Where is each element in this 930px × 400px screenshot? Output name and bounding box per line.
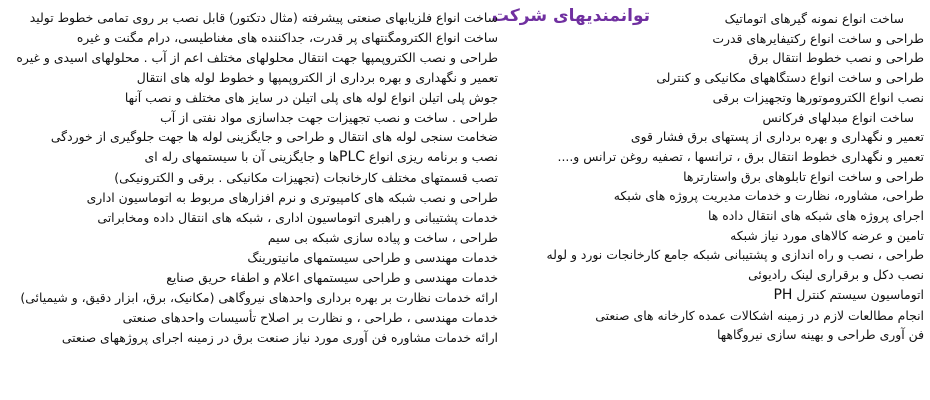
list-item: طراحی ، نصب و راه اندازی و پشتیبانی شبکه جامع کارخانجات نورد و لوله (546, 247, 924, 263)
list-item: نصب انواع الکتروموتورها وتجهیزات برقی (712, 89, 924, 105)
list-item: جوش پلی اتیلن انواع لوله های پلی اتیلن در سایز های مختلف و نصب آنها (124, 89, 498, 105)
list-item: ارائه خدمات نظارت بر بهره برداری واحدهای نیروگاهی (مکانیک، برق، ابزار دقیق، و شیمیائی) (20, 289, 498, 305)
list-item: خدمات مهندسی و طراحی سیستمهای اعلام و اطفاء حریق صنایع (166, 269, 498, 285)
plc-label: PLC (339, 149, 366, 166)
list-item: طراحی و نصب شبکه های کامپیوتری و نرم افزارهای مربوط به اتوماسیون اداری (86, 190, 498, 206)
list-item-text: ها و جایگزینی آن با سیستمهای رله ای (144, 149, 340, 165)
list-item-text: اتوماسیون سیستم کنترل (796, 286, 924, 302)
list-item: طراحی . ساخت و نصب تجهیزات جهت جداسازی مواد نفتی از آب (160, 109, 498, 125)
capabilities-left-column (4, 8, 498, 347)
list-item: طراحی و نصب خطوط انتقال برق (748, 50, 924, 66)
list-item: فن آوری طراحی و بهینه سازی نیروگاهها (716, 327, 924, 343)
list-item: خدمات مهندسی ، طراحی ، و نظارت بر اصلاح تأسیسات واحدهای صنعتی (122, 309, 498, 325)
list-item: تصب قسمتهای مختلف کارخانجات (تجهیزات مکانیکی . برقی و الکترونیکی) (114, 170, 498, 186)
list-item: انجام مطالعات لازم در زمینه اشکالات عمده کارخانه های صنعتی (595, 307, 924, 323)
page-title: توانمندیهای شرکت (491, 6, 650, 26)
list-item (4, 147, 498, 168)
list-item: خدمات مهندسی و طراحی سیستمهای مانیتورینگ (247, 249, 498, 265)
list-item: خدمات پشتیبانی و راهبری اتوماسیون اداری ، شبکه های انتقال داده ومخابراتی (97, 210, 498, 226)
list-item: طراحی و ساخت انواع دستگاههای مکانیکی و کنترلی (656, 70, 924, 86)
list-item: نصب دکل و برقراری لینک رادیوئی (748, 267, 924, 283)
capabilities-right-column (504, 9, 924, 345)
list-item: تعمیر و نگهداری خطوط انتقال برق ، ترانسها ، تصفیه روغن ترانس و.... (557, 148, 924, 164)
list-item: تعمیر و نگهداری و بهره برداری از الکتروپمپها و خطوط لوله های انتقال (136, 69, 498, 85)
list-item-text: نصب و برنامه ریزی انواع (369, 149, 498, 165)
list-item: ساخت انواع فلزیابهای صنعتی پیشرفته (مثال دتکتور) قابل نصب بر روی تمامی خطوط تولید (29, 10, 498, 25)
list-item: ساخت انواع الکترومگنتهای پر قدرت، جداکننده های مغناطیسی، درام مگنت و غیره (76, 29, 498, 45)
list-item: طراحی و نصب الکتروپمپها جهت انتقال محلولهای مختلف اعم از آب . محلولهای اسیدی و غیره (16, 49, 498, 65)
list-item: ساخت انواع نمونه گیرهای اتوماتیک (724, 11, 904, 26)
list-item: طراحی و ساخت انواع رکتیفایرهای قدرت (712, 30, 924, 46)
list-item: تعمیر و نگهداری و بهره برداری از پستهای برق فشار قوی (630, 129, 924, 145)
ph-label: PH (773, 286, 793, 303)
list-item: اجرای پروژه های شبکه های انتقال داده ها (708, 208, 924, 224)
list-item: طراحی و ساخت انواع تابلوهای برق واستارترها (683, 168, 924, 184)
list-item: تامین و عرضه کالاهای مورد نیاز شبکه (730, 227, 924, 243)
list-item (504, 285, 924, 306)
list-item: ساخت انواع مبدلهای فرکانس (762, 109, 914, 125)
list-item: ضخامت سنجی لوله های انتقال و طراحی و جایگزینی لوله ها جهت جلوگیری از خوردگی (50, 129, 498, 145)
list-item: طراحی، مشاوره، نظارت و خدمات مدیریت پروژه های شبکه (613, 188, 924, 204)
list-item: ارائه خدمات مشاوره فن آوری مورد نیاز صنعت برق در زمینه اجرای پروژههای صنعتی (61, 329, 498, 345)
list-item: طراحی ، ساخت و پیاده سازی شبکه بی سیم (267, 229, 498, 245)
